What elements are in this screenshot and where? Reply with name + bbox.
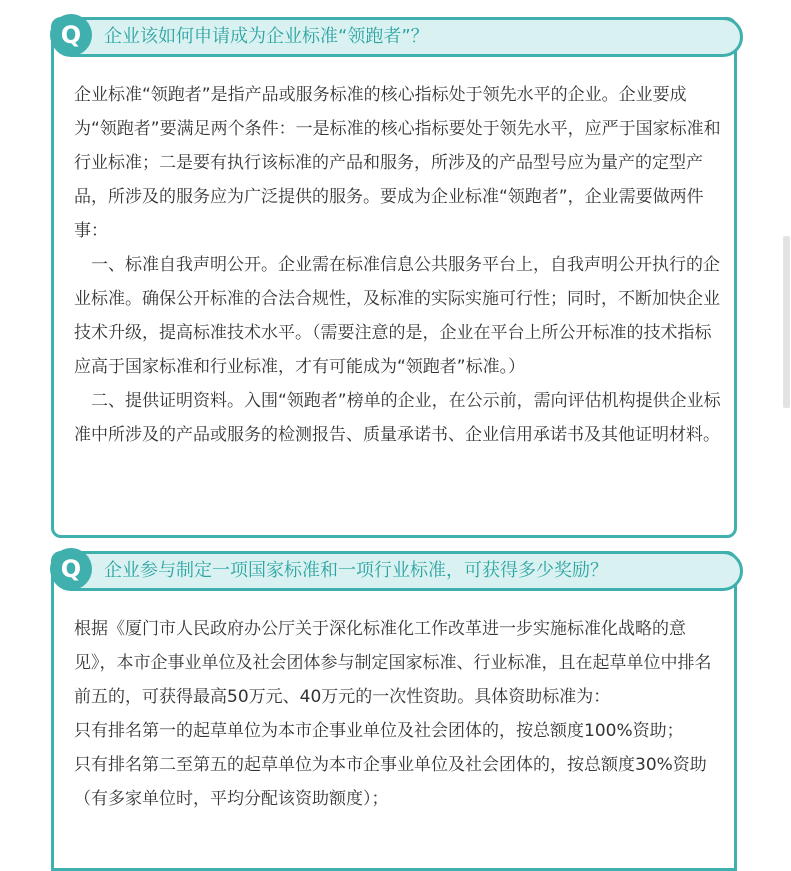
question-header-2: [51, 551, 743, 591]
answer-paragraph: 二、提供证明资料。入围“领跑者”榜单的企业，在公示前，需向评估机构提供企业标准中所涉及的产品或服务的检测报告、质量承诺书、企业信用承诺书及其他证明材料。: [74, 391, 721, 445]
q-badge-icon: Q: [50, 14, 92, 56]
answer-paragraph: 只有排名第二至第五的起草单位为本市企事业单位及社会团体的，按总额度30%资助（有多家单位时，平均分配该资助额度）；: [74, 755, 707, 809]
question-title-1: 企业该如何申请成为企业标准“领跑者”？: [104, 26, 429, 47]
q-badge-icon: Q: [50, 548, 92, 590]
scrollbar-thumb[interactable]: [783, 236, 790, 408]
question-header-1: [51, 17, 743, 57]
qa-card-2: [51, 551, 737, 871]
answer-paragraph: 只有排名第一的起草单位为本市企事业单位及社会团体的，按总额度100%资助；: [74, 721, 684, 741]
answer-body-1: [74, 78, 722, 452]
answer-body-2: [74, 612, 722, 816]
answer-paragraph: 一、标准自我声明公开。企业需在标准信息公共服务平台上，自我声明公开执行的企业标准。确保公开标准的合法合规性，及标准的实际实施可行性；同时，不断加快企业技术升级，提高标准技术水平。（需要注意的是，企业在平台上所公开标准的技术指标应高于国家标准和行业标准，才有可能成为“领跑者”标准。）: [74, 255, 720, 377]
answer-paragraph: 根据《厦门市人民政府办公厅关于深化标准化工作改革进一步实施标准化战略的意见》，本市企事业单位及社会团体参与制定国家标准、行业标准，且在起草单位中排名前五的，可获得最高50万元、40万元的一次性资助。具体资助标准为：: [74, 619, 712, 707]
qa-card-1: [51, 17, 737, 538]
answer-paragraph: 企业标准“领跑者”是指产品或服务标准的核心指标处于领先水平的企业。企业要成为“领跑者”要满足两个条件：一是标准的核心指标要处于领先水平，应严于国家标准和行业标准；二是要有执行该标准的产品和服务，所涉及的产品型号应为量产的定型产品，所涉及的服务应为广泛提供的服务。要成为企业标准“领跑者”，企业需要做两件事：: [74, 85, 721, 241]
question-title-2: 企业参与制定一项国家标准和一项行业标准，可获得多少奖励？: [104, 560, 608, 581]
